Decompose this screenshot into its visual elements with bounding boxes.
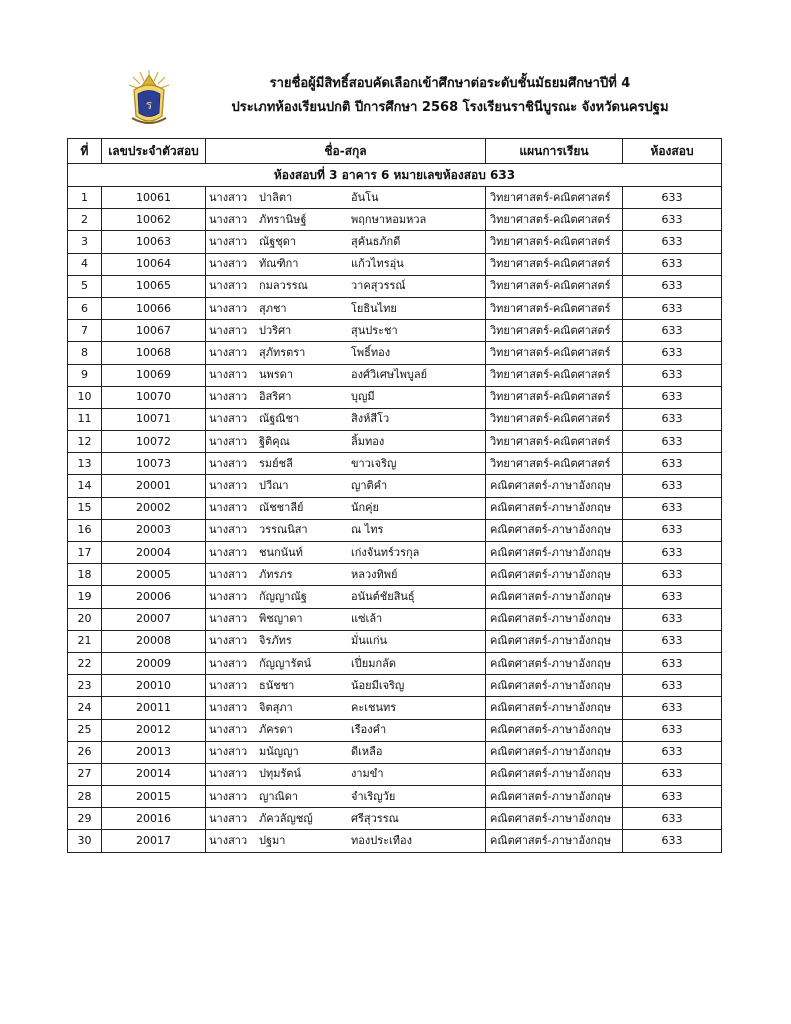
first-name: ธนัชชา <box>259 678 295 692</box>
table-row <box>68 741 722 763</box>
row-room: 633 <box>623 431 722 453</box>
row-no: 2 <box>68 209 102 231</box>
first-name: นพรดา <box>259 368 293 382</box>
row-plan: คณิตศาสตร์-ภาษาอังกฤษ <box>486 564 623 586</box>
row-plan: วิทยาศาสตร์-คณิตศาสตร์ <box>486 187 623 209</box>
last-name: อนันต์ชัยสินธุ์ <box>351 589 415 603</box>
first-name: ญาณิดา <box>259 789 299 803</box>
row-room: 633 <box>623 630 722 652</box>
row-exam-id: 10067 <box>102 320 206 342</box>
first-name: ภัครดา <box>259 723 293 737</box>
last-name: สุคันธภักดี <box>351 234 401 248</box>
row-fullname <box>206 542 486 564</box>
first-name: กัญญารัตน์ <box>259 656 312 670</box>
header-name: ชื่อ-สกุล <box>206 139 486 164</box>
row-no: 8 <box>68 342 102 364</box>
row-room: 633 <box>623 342 722 364</box>
table-row <box>68 209 722 231</box>
first-name: ปวริศา <box>259 323 292 337</box>
row-room: 633 <box>623 830 722 852</box>
row-exam-id: 20002 <box>102 497 206 519</box>
row-fullname <box>206 519 486 541</box>
last-name: น้อยมีเจริญ <box>351 678 405 692</box>
document-header <box>190 72 710 120</box>
name-prefix: นางสาว <box>209 567 248 581</box>
row-exam-id: 10073 <box>102 453 206 475</box>
table-row <box>68 364 722 386</box>
row-room: 633 <box>623 320 722 342</box>
row-no: 28 <box>68 786 102 808</box>
name-prefix: นางสาว <box>209 234 248 248</box>
row-room: 633 <box>623 408 722 430</box>
row-no: 11 <box>68 408 102 430</box>
table-row <box>68 453 722 475</box>
row-fullname <box>206 320 486 342</box>
row-plan: คณิตศาสตร์-ภาษาอังกฤษ <box>486 542 623 564</box>
header-plan: แผนการเรียน <box>486 139 623 164</box>
row-fullname <box>206 786 486 808</box>
row-plan: วิทยาศาสตร์-คณิตศาสตร์ <box>486 275 623 297</box>
last-name: ญาติคำ <box>351 479 388 493</box>
row-exam-id: 20016 <box>102 808 206 830</box>
first-name: มนัญญา <box>259 745 299 759</box>
header-exam-id: เลขประจำตัวสอบ <box>102 139 206 164</box>
row-plan: วิทยาศาสตร์-คณิตศาสตร์ <box>486 231 623 253</box>
row-no: 20 <box>68 608 102 630</box>
row-exam-id: 10065 <box>102 275 206 297</box>
row-exam-id: 20004 <box>102 542 206 564</box>
row-room: 633 <box>623 475 722 497</box>
row-fullname <box>206 364 486 386</box>
name-prefix: นางสาว <box>209 834 248 848</box>
row-exam-id: 20014 <box>102 763 206 785</box>
row-no: 24 <box>68 697 102 719</box>
row-no: 27 <box>68 763 102 785</box>
row-no: 16 <box>68 519 102 541</box>
last-name: โยธินไทย <box>351 301 397 315</box>
last-name: คะเชนทร <box>351 700 397 714</box>
row-room: 633 <box>623 697 722 719</box>
table-row <box>68 297 722 319</box>
row-fullname <box>206 386 486 408</box>
first-name: ชนกนันท์ <box>259 545 303 559</box>
row-fullname <box>206 741 486 763</box>
row-fullname <box>206 297 486 319</box>
row-no: 9 <box>68 364 102 386</box>
row-plan: วิทยาศาสตร์-คณิตศาสตร์ <box>486 431 623 453</box>
name-prefix: นางสาว <box>209 678 248 692</box>
table-row <box>68 431 722 453</box>
row-plan: วิทยาศาสตร์-คณิตศาสตร์ <box>486 297 623 319</box>
name-prefix: นางสาว <box>209 811 248 825</box>
row-fullname <box>206 475 486 497</box>
row-exam-id: 10061 <box>102 187 206 209</box>
name-prefix: นางสาว <box>209 700 248 714</box>
row-no: 30 <box>68 830 102 852</box>
first-name: ณัชชาลีย์ <box>259 501 304 515</box>
row-plan: คณิตศาสตร์-ภาษาอังกฤษ <box>486 786 623 808</box>
row-room: 633 <box>623 453 722 475</box>
row-no: 22 <box>68 652 102 674</box>
first-name: พิชญาดา <box>259 612 303 626</box>
row-plan: คณิตศาสตร์-ภาษาอังกฤษ <box>486 741 623 763</box>
first-name: สุภัทรตรา <box>259 345 306 359</box>
row-fullname <box>206 630 486 652</box>
table-row <box>68 697 722 719</box>
first-name: ภัทรานิษฐ์ <box>259 212 307 226</box>
last-name: โพธิ์ทอง <box>351 345 391 359</box>
row-fullname <box>206 431 486 453</box>
svg-text:ร: ร <box>145 98 153 112</box>
table-row <box>68 519 722 541</box>
first-name: ปาลิตา <box>259 190 293 204</box>
row-fullname <box>206 209 486 231</box>
first-name: สุภชา <box>259 301 287 315</box>
name-prefix: นางสาว <box>209 745 248 759</box>
table-header-row <box>68 139 722 164</box>
row-room: 633 <box>623 608 722 630</box>
row-plan: คณิตศาสตร์-ภาษาอังกฤษ <box>486 830 623 852</box>
header-no: ที่ <box>68 139 102 164</box>
table-row <box>68 231 722 253</box>
table-row <box>68 608 722 630</box>
table-row <box>68 719 722 741</box>
title-line-2: ประเภทห้องเรียนปกติ ปีการศึกษา 2568 โรงเรียนราชินีบูรณะ จังหวัดนครปฐม <box>231 100 669 115</box>
first-name: ฐิติคุณ <box>259 434 290 448</box>
table-row <box>68 830 722 852</box>
row-plan: คณิตศาสตร์-ภาษาอังกฤษ <box>486 808 623 830</box>
first-name: จิตสุภา <box>259 700 293 714</box>
first-name: ปวีณา <box>259 479 289 493</box>
name-prefix: นางสาว <box>209 501 248 515</box>
row-exam-id: 10071 <box>102 408 206 430</box>
table-row <box>68 497 722 519</box>
row-exam-id: 10064 <box>102 253 206 275</box>
row-fullname <box>206 275 486 297</box>
row-room: 633 <box>623 187 722 209</box>
row-plan: คณิตศาสตร์-ภาษาอังกฤษ <box>486 652 623 674</box>
row-exam-id: 20013 <box>102 741 206 763</box>
row-exam-id: 20009 <box>102 652 206 674</box>
row-no: 18 <box>68 564 102 586</box>
row-no: 6 <box>68 297 102 319</box>
row-exam-id: 10066 <box>102 297 206 319</box>
name-prefix: นางสาว <box>209 412 248 426</box>
last-name: ขาวเจริญ <box>351 456 397 470</box>
table-row <box>68 475 722 497</box>
name-prefix: นางสาว <box>209 190 248 204</box>
row-fullname <box>206 675 486 697</box>
row-fullname <box>206 608 486 630</box>
last-name: อันโน <box>351 190 379 204</box>
row-plan: คณิตศาสตร์-ภาษาอังกฤษ <box>486 697 623 719</box>
name-prefix: นางสาว <box>209 545 248 559</box>
table-row <box>68 275 722 297</box>
row-exam-id: 20008 <box>102 630 206 652</box>
first-name: วรรณนิสา <box>259 523 308 537</box>
row-no: 7 <box>68 320 102 342</box>
row-exam-id: 20005 <box>102 564 206 586</box>
header-room: ห้องสอบ <box>623 139 722 164</box>
first-name: รมย์ชลี <box>259 456 293 470</box>
first-name: ปฐมา <box>259 834 286 848</box>
last-name: เก่งจันทร์วรกุล <box>351 545 420 559</box>
first-name: ปทุมรัตน์ <box>259 767 302 781</box>
last-name: จำเริญวัย <box>351 789 396 803</box>
table-row <box>68 187 722 209</box>
name-prefix: นางสาว <box>209 634 248 648</box>
table-row <box>68 652 722 674</box>
candidate-table <box>67 138 722 853</box>
row-no: 3 <box>68 231 102 253</box>
row-exam-id: 20003 <box>102 519 206 541</box>
row-exam-id: 20015 <box>102 786 206 808</box>
name-prefix: นางสาว <box>209 368 248 382</box>
last-name: เปี่ยมกลัด <box>351 656 396 670</box>
section-row <box>68 164 722 187</box>
row-fullname <box>206 697 486 719</box>
row-no: 5 <box>68 275 102 297</box>
row-fullname <box>206 497 486 519</box>
row-room: 633 <box>623 275 722 297</box>
last-name: ศรีสุวรรณ <box>351 811 399 825</box>
name-prefix: นางสาว <box>209 456 248 470</box>
first-name: กมลวรรณ <box>259 279 308 293</box>
last-name: เรืองคำ <box>351 723 387 737</box>
row-room: 633 <box>623 741 722 763</box>
name-prefix: นางสาว <box>209 723 248 737</box>
table-row <box>68 763 722 785</box>
row-no: 1 <box>68 187 102 209</box>
row-fullname <box>206 586 486 608</box>
table-row <box>68 408 722 430</box>
row-no: 21 <box>68 630 102 652</box>
row-plan: วิทยาศาสตร์-คณิตศาสตร์ <box>486 364 623 386</box>
row-fullname <box>206 719 486 741</box>
row-exam-id: 20017 <box>102 830 206 852</box>
row-plan: คณิตศาสตร์-ภาษาอังกฤษ <box>486 608 623 630</box>
table-row <box>68 808 722 830</box>
row-room: 633 <box>623 297 722 319</box>
section-title: ห้องสอบที่ 3 อาคาร 6 หมายเลขห้องสอบ 633 <box>68 164 722 187</box>
last-name: นักคุ่ย <box>351 501 379 515</box>
row-exam-id: 10062 <box>102 209 206 231</box>
name-prefix: นางสาว <box>209 257 248 271</box>
table-row <box>68 630 722 652</box>
row-plan: วิทยาศาสตร์-คณิตศาสตร์ <box>486 209 623 231</box>
row-fullname <box>206 187 486 209</box>
name-prefix: นางสาว <box>209 323 248 337</box>
table-row <box>68 386 722 408</box>
row-room: 633 <box>623 763 722 785</box>
row-exam-id: 10072 <box>102 431 206 453</box>
table-row <box>68 542 722 564</box>
row-plan: วิทยาศาสตร์-คณิตศาสตร์ <box>486 386 623 408</box>
first-name: อิสริศา <box>259 390 292 404</box>
row-plan: คณิตศาสตร์-ภาษาอังกฤษ <box>486 586 623 608</box>
row-exam-id: 20010 <box>102 675 206 697</box>
row-plan: คณิตศาสตร์-ภาษาอังกฤษ <box>486 763 623 785</box>
first-name: ทัณฑิกา <box>259 257 299 271</box>
name-prefix: นางสาว <box>209 656 248 670</box>
row-room: 633 <box>623 253 722 275</box>
row-plan: วิทยาศาสตร์-คณิตศาสตร์ <box>486 342 623 364</box>
row-plan: คณิตศาสตร์-ภาษาอังกฤษ <box>486 475 623 497</box>
first-name: ภัควลัญชญ์ <box>259 811 313 825</box>
row-fullname <box>206 564 486 586</box>
row-exam-id: 20011 <box>102 697 206 719</box>
first-name: จิรภัทร <box>259 634 292 648</box>
table-row <box>68 586 722 608</box>
title-line-1: รายชื่อผู้มีสิทธิ์สอบคัดเลือกเข้าศึกษาต่อระดับชั้นมัธยมศึกษาปีที่ 4 <box>269 76 631 91</box>
row-room: 633 <box>623 586 722 608</box>
row-plan: วิทยาศาสตร์-คณิตศาสตร์ <box>486 320 623 342</box>
row-no: 26 <box>68 741 102 763</box>
name-prefix: นางสาว <box>209 390 248 404</box>
name-prefix: นางสาว <box>209 479 248 493</box>
table-row <box>68 342 722 364</box>
row-fullname <box>206 808 486 830</box>
table-row <box>68 786 722 808</box>
last-name: พฤกษาหอมหวล <box>351 212 427 226</box>
row-no: 19 <box>68 586 102 608</box>
name-prefix: นางสาว <box>209 434 248 448</box>
last-name: สิงห์สีโว <box>351 412 390 426</box>
row-room: 633 <box>623 675 722 697</box>
row-plan: วิทยาศาสตร์-คณิตศาสตร์ <box>486 408 623 430</box>
row-room: 633 <box>623 497 722 519</box>
row-room: 633 <box>623 386 722 408</box>
row-room: 633 <box>623 519 722 541</box>
last-name: สุนประชา <box>351 323 398 337</box>
last-name: ลิ้มทอง <box>351 434 385 448</box>
last-name: องศ์วิเศษไพบูลย์ <box>351 368 428 382</box>
first-name: ณัฐชุดา <box>259 234 297 248</box>
row-no: 17 <box>68 542 102 564</box>
row-fullname <box>206 652 486 674</box>
row-plan: คณิตศาสตร์-ภาษาอังกฤษ <box>486 719 623 741</box>
school-emblem-icon <box>124 66 174 128</box>
table-row <box>68 253 722 275</box>
row-exam-id: 20001 <box>102 475 206 497</box>
name-prefix: นางสาว <box>209 345 248 359</box>
row-fullname <box>206 408 486 430</box>
row-no: 13 <box>68 453 102 475</box>
first-name: ณัฐณิชา <box>259 412 300 426</box>
row-no: 12 <box>68 431 102 453</box>
name-prefix: นางสาว <box>209 279 248 293</box>
last-name: ทองประเทือง <box>351 834 413 848</box>
row-no: 23 <box>68 675 102 697</box>
row-no: 29 <box>68 808 102 830</box>
row-fullname <box>206 342 486 364</box>
row-room: 633 <box>623 364 722 386</box>
row-no: 14 <box>68 475 102 497</box>
name-prefix: นางสาว <box>209 789 248 803</box>
row-room: 633 <box>623 786 722 808</box>
row-room: 633 <box>623 542 722 564</box>
last-name: แซ่เล้า <box>351 612 383 626</box>
row-room: 633 <box>623 209 722 231</box>
last-name: ดีเหลือ <box>351 745 383 759</box>
last-name: วาคสุวรรณ์ <box>351 279 406 293</box>
row-room: 633 <box>623 564 722 586</box>
row-room: 633 <box>623 808 722 830</box>
row-no: 15 <box>68 497 102 519</box>
first-name: กัญญาณัฐ <box>259 589 307 603</box>
row-plan: คณิตศาสตร์-ภาษาอังกฤษ <box>486 497 623 519</box>
row-exam-id: 10063 <box>102 231 206 253</box>
name-prefix: นางสาว <box>209 612 248 626</box>
table-row <box>68 320 722 342</box>
last-name: ณ ไทร <box>351 523 384 537</box>
row-plan: คณิตศาสตร์-ภาษาอังกฤษ <box>486 630 623 652</box>
last-name: งามขำ <box>351 767 384 781</box>
row-fullname <box>206 453 486 475</box>
row-exam-id: 10070 <box>102 386 206 408</box>
name-prefix: นางสาว <box>209 523 248 537</box>
row-plan: คณิตศาสตร์-ภาษาอังกฤษ <box>486 675 623 697</box>
table-row <box>68 564 722 586</box>
row-room: 633 <box>623 652 722 674</box>
last-name: บุญมี <box>351 390 375 404</box>
row-plan: คณิตศาสตร์-ภาษาอังกฤษ <box>486 519 623 541</box>
row-exam-id: 20007 <box>102 608 206 630</box>
row-fullname <box>206 830 486 852</box>
row-exam-id: 20006 <box>102 586 206 608</box>
name-prefix: นางสาว <box>209 301 248 315</box>
row-no: 10 <box>68 386 102 408</box>
name-prefix: นางสาว <box>209 589 248 603</box>
row-no: 25 <box>68 719 102 741</box>
first-name: ภัทรภร <box>259 567 293 581</box>
row-fullname <box>206 253 486 275</box>
last-name: หลวงทิพย์ <box>351 567 398 581</box>
row-exam-id: 10069 <box>102 364 206 386</box>
name-prefix: นางสาว <box>209 212 248 226</box>
name-prefix: นางสาว <box>209 767 248 781</box>
last-name: แก้วไทรอุ่น <box>351 257 404 271</box>
row-fullname <box>206 763 486 785</box>
row-plan: วิทยาศาสตร์-คณิตศาสตร์ <box>486 253 623 275</box>
row-no: 4 <box>68 253 102 275</box>
row-plan: วิทยาศาสตร์-คณิตศาสตร์ <box>486 453 623 475</box>
row-room: 633 <box>623 719 722 741</box>
row-fullname <box>206 231 486 253</box>
last-name: มั่นแก่น <box>351 634 388 648</box>
row-exam-id: 10068 <box>102 342 206 364</box>
row-room: 633 <box>623 231 722 253</box>
table-row <box>68 675 722 697</box>
row-exam-id: 20012 <box>102 719 206 741</box>
